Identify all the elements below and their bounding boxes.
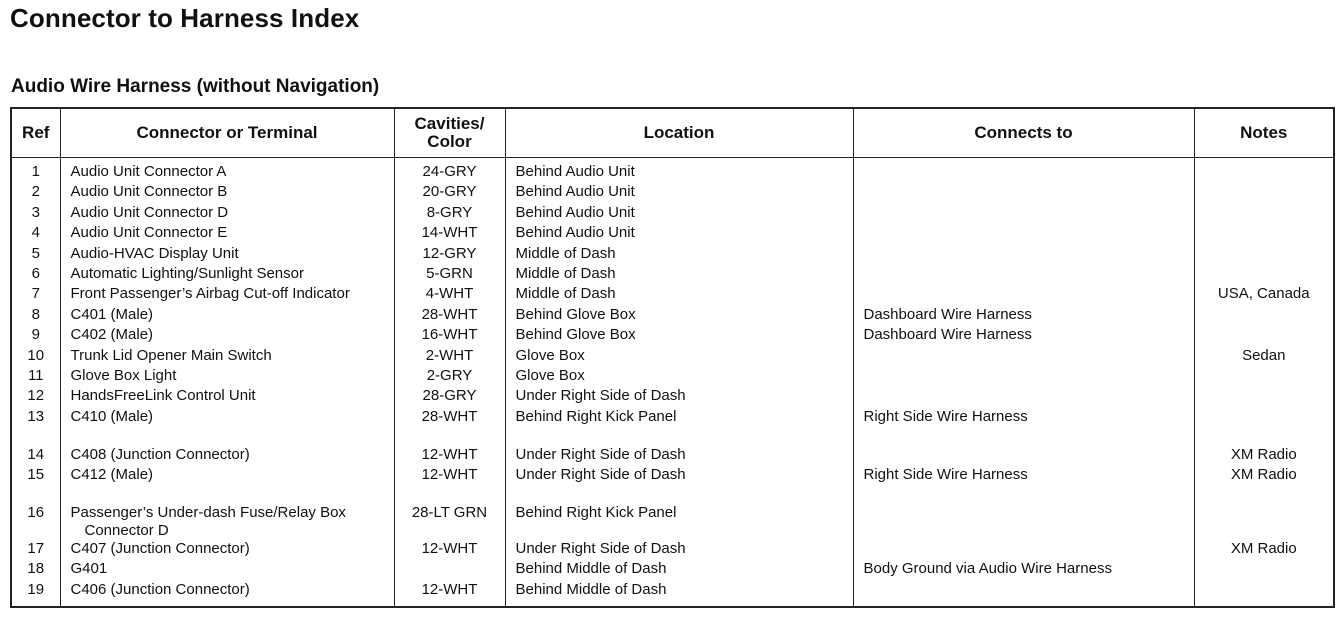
cell-cavities — [394, 560, 505, 580]
cell-notes: XM Radio — [1194, 446, 1334, 466]
cell-location: Glove Box — [505, 347, 853, 367]
table-row — [11, 183, 1334, 203]
cell-connects-to — [853, 387, 1194, 407]
cell-notes — [1194, 504, 1334, 540]
cell-connector-line1: Passenger’s Under-dash Fuse/Relay Box — [70, 504, 346, 522]
cell-notes — [1194, 326, 1334, 346]
cell-cavities: 2-WHT — [394, 347, 505, 367]
cell-notes — [1194, 387, 1334, 407]
cell-connector: C406 (Junction Connector) — [60, 581, 394, 607]
cell-location: Behind Right Kick Panel — [505, 504, 853, 540]
cell-location: Under Right Side of Dash — [505, 540, 853, 560]
cell-notes — [1194, 224, 1334, 244]
cell-cavities: 14-WHT — [394, 224, 505, 244]
table-row — [11, 466, 1334, 504]
header-connects-to: Connects to — [853, 108, 1194, 158]
cell-ref: 12 — [11, 387, 60, 407]
cell-ref: 8 — [11, 306, 60, 326]
table-row — [11, 326, 1334, 346]
cell-ref: 19 — [11, 581, 60, 607]
table-row — [11, 446, 1334, 466]
section-title: Audio Wire Harness (without Navigation) — [11, 76, 380, 97]
cell-notes — [1194, 158, 1334, 184]
cell-cavities: 16-WHT — [394, 326, 505, 346]
cell-connector: C412 (Male) — [60, 466, 394, 504]
cell-notes — [1194, 183, 1334, 203]
cell-connects-to: Dashboard Wire Harness — [853, 326, 1194, 346]
table-row — [11, 204, 1334, 224]
cell-cavities: 12-WHT — [394, 446, 505, 466]
cell-cavities: 28-GRY — [394, 387, 505, 407]
table-row — [11, 408, 1334, 446]
header-notes: Notes — [1194, 108, 1334, 158]
cell-ref: 3 — [11, 204, 60, 224]
page-title: Connector to Harness Index — [10, 3, 360, 33]
table-row — [11, 158, 1334, 184]
cell-cavities: 12-GRY — [394, 245, 505, 265]
cell-location: Middle of Dash — [505, 285, 853, 305]
cell-connector: Audio Unit Connector D — [60, 204, 394, 224]
cell-connects-to: Right Side Wire Harness — [853, 408, 1194, 446]
table-row — [11, 265, 1334, 285]
cell-connector — [60, 504, 394, 540]
cell-connects-to — [853, 347, 1194, 367]
cell-cavities: 28-LT GRN — [394, 504, 505, 540]
cell-connects-to: Dashboard Wire Harness — [853, 306, 1194, 326]
cell-notes — [1194, 245, 1334, 265]
cell-location: Behind Audio Unit — [505, 204, 853, 224]
cell-connector: Automatic Lighting/Sunlight Sensor — [60, 265, 394, 285]
cell-connector: Audio Unit Connector A — [60, 158, 394, 184]
cell-cavities: 12-WHT — [394, 540, 505, 560]
cell-location: Behind Middle of Dash — [505, 560, 853, 580]
cell-ref: 13 — [11, 408, 60, 446]
cell-connects-to — [853, 183, 1194, 203]
cell-ref: 4 — [11, 224, 60, 244]
cell-ref: 14 — [11, 446, 60, 466]
cell-connector: Audio Unit Connector E — [60, 224, 394, 244]
cell-connects-to — [853, 581, 1194, 607]
cell-connects-to — [853, 158, 1194, 184]
cell-connects-to — [853, 285, 1194, 305]
cell-location: Behind Audio Unit — [505, 183, 853, 203]
table-row — [11, 245, 1334, 265]
cell-location: Middle of Dash — [505, 245, 853, 265]
cell-connector-line2: Connector D — [84, 522, 169, 540]
table-row — [11, 560, 1334, 580]
cell-cavities: 5-GRN — [394, 265, 505, 285]
cell-notes: XM Radio — [1194, 466, 1334, 504]
cell-connector: Audio Unit Connector B — [60, 183, 394, 203]
cell-notes: XM Radio — [1194, 540, 1334, 560]
cell-location: Behind Right Kick Panel — [505, 408, 853, 446]
cell-cavities: 20-GRY — [394, 183, 505, 203]
cell-connector: HandsFreeLink Control Unit — [60, 387, 394, 407]
cell-connects-to — [853, 540, 1194, 560]
cell-location: Under Right Side of Dash — [505, 446, 853, 466]
cell-cavities: 2-GRY — [394, 367, 505, 387]
cell-connects-to: Right Side Wire Harness — [853, 466, 1194, 504]
cell-cavities: 4-WHT — [394, 285, 505, 305]
table-header-row — [11, 108, 1334, 158]
cell-notes — [1194, 306, 1334, 326]
cell-connector: Front Passenger’s Airbag Cut-off Indicator — [60, 285, 394, 305]
cell-notes: USA, Canada — [1194, 285, 1334, 305]
cell-ref: 1 — [11, 158, 60, 184]
cell-cavities: 28-WHT — [394, 408, 505, 446]
cell-ref: 6 — [11, 265, 60, 285]
table-row — [11, 285, 1334, 305]
cell-connector: Trunk Lid Opener Main Switch — [60, 347, 394, 367]
cell-location: Behind Audio Unit — [505, 224, 853, 244]
cell-notes — [1194, 204, 1334, 224]
cell-location: Under Right Side of Dash — [505, 387, 853, 407]
cell-notes — [1194, 581, 1334, 607]
cell-cavities: 8-GRY — [394, 204, 505, 224]
cell-connector: C408 (Junction Connector) — [60, 446, 394, 466]
cell-location: Behind Audio Unit — [505, 158, 853, 184]
cell-connects-to — [853, 446, 1194, 466]
cell-ref: 7 — [11, 285, 60, 305]
cell-connects-to — [853, 224, 1194, 244]
cell-ref: 16 — [11, 504, 60, 540]
table-row — [11, 387, 1334, 407]
header-cavities-line2: Color — [427, 132, 472, 151]
cell-connects-to — [853, 265, 1194, 285]
cell-location: Glove Box — [505, 367, 853, 387]
cell-notes: Sedan — [1194, 347, 1334, 367]
header-location: Location — [505, 108, 853, 158]
table-row — [11, 347, 1334, 367]
header-cavities — [394, 108, 505, 158]
cell-connector: Glove Box Light — [60, 367, 394, 387]
cell-ref: 11 — [11, 367, 60, 387]
cell-connector: C410 (Male) — [60, 408, 394, 446]
cell-ref: 2 — [11, 183, 60, 203]
cell-ref: 17 — [11, 540, 60, 560]
cell-ref: 5 — [11, 245, 60, 265]
header-ref: Ref — [11, 108, 60, 158]
cell-notes — [1194, 408, 1334, 446]
header-connector: Connector or Terminal — [60, 108, 394, 158]
cell-connector: C401 (Male) — [60, 306, 394, 326]
cell-notes — [1194, 560, 1334, 580]
cell-connects-to — [853, 245, 1194, 265]
cell-notes — [1194, 367, 1334, 387]
table-row — [11, 306, 1334, 326]
header-cavities-line1: Cavities/ — [414, 114, 485, 133]
cell-ref: 10 — [11, 347, 60, 367]
cell-connects-to — [853, 367, 1194, 387]
cell-connects-to — [853, 204, 1194, 224]
cell-connector: C402 (Male) — [60, 326, 394, 346]
cell-connector: C407 (Junction Connector) — [60, 540, 394, 560]
cell-connector: G401 — [60, 560, 394, 580]
cell-cavities: 28-WHT — [394, 306, 505, 326]
table-row — [11, 367, 1334, 387]
cell-connects-to: Body Ground via Audio Wire Harness — [853, 560, 1194, 580]
cell-ref: 15 — [11, 466, 60, 504]
cell-notes — [1194, 265, 1334, 285]
table-row — [11, 581, 1334, 607]
cell-cavities: 12-WHT — [394, 466, 505, 504]
cell-connects-to — [853, 504, 1194, 540]
cell-ref: 9 — [11, 326, 60, 346]
cell-cavities: 24-GRY — [394, 158, 505, 184]
connector-index-table — [10, 107, 1335, 608]
cell-location: Behind Glove Box — [505, 306, 853, 326]
table-row — [11, 540, 1334, 560]
table-row — [11, 224, 1334, 244]
cell-cavities: 12-WHT — [394, 581, 505, 607]
cell-location: Behind Middle of Dash — [505, 581, 853, 607]
cell-location: Under Right Side of Dash — [505, 466, 853, 504]
table-row — [11, 504, 1334, 540]
cell-location: Middle of Dash — [505, 265, 853, 285]
cell-location: Behind Glove Box — [505, 326, 853, 346]
cell-connector: Audio-HVAC Display Unit — [60, 245, 394, 265]
cell-ref: 18 — [11, 560, 60, 580]
